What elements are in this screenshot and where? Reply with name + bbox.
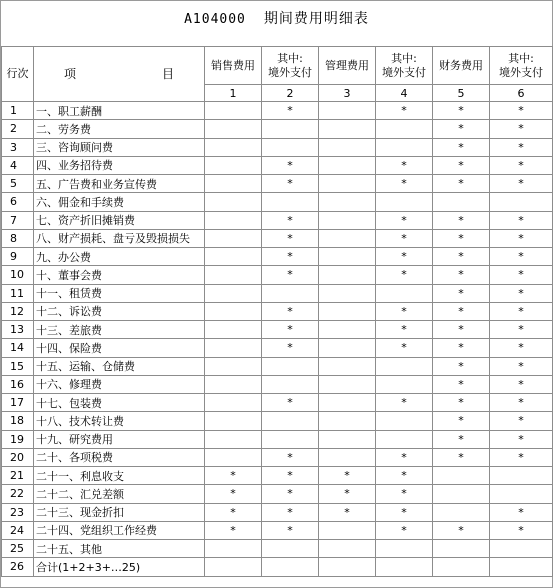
amount-cell[interactable]: * xyxy=(433,357,490,375)
amount-cell[interactable] xyxy=(205,339,262,357)
amount-cell[interactable] xyxy=(319,156,376,174)
row-item-label: 六、佣金和手续费 xyxy=(34,193,205,211)
table-row xyxy=(2,193,553,211)
amount-cell[interactable] xyxy=(319,339,376,357)
amount-cell[interactable] xyxy=(319,540,376,558)
row-number: 22 xyxy=(2,485,34,503)
table-row xyxy=(2,467,553,485)
amount-cell[interactable] xyxy=(433,193,490,211)
amount-cell[interactable]: * xyxy=(490,175,553,193)
row-item-label: 十六、修理费 xyxy=(34,375,205,393)
table-row xyxy=(2,302,553,320)
amount-cell[interactable] xyxy=(433,503,490,521)
amount-cell[interactable]: * xyxy=(433,175,490,193)
amount-cell[interactable]: * xyxy=(433,448,490,466)
amount-cell[interactable] xyxy=(490,467,553,485)
amount-cell[interactable] xyxy=(262,540,319,558)
amount-cell[interactable]: * xyxy=(376,394,433,412)
amount-cell[interactable]: * xyxy=(262,266,319,284)
table-row xyxy=(2,485,553,503)
amount-cell[interactable]: * xyxy=(319,485,376,503)
amount-cell[interactable]: * xyxy=(490,339,553,357)
amount-cell[interactable]: * xyxy=(490,156,553,174)
row-item-label: 九、办公费 xyxy=(34,248,205,266)
amount-cell[interactable] xyxy=(319,412,376,430)
table-row xyxy=(2,211,553,229)
amount-cell[interactable] xyxy=(433,467,490,485)
amount-cell[interactable] xyxy=(205,266,262,284)
table-row xyxy=(2,558,553,576)
amount-cell[interactable]: * xyxy=(205,467,262,485)
amount-cell[interactable]: * xyxy=(490,102,553,120)
amount-cell[interactable] xyxy=(205,302,262,320)
amount-cell[interactable]: * xyxy=(262,467,319,485)
row-number: 10 xyxy=(2,266,34,284)
amount-cell[interactable] xyxy=(262,284,319,302)
amount-cell[interactable]: * xyxy=(376,467,433,485)
amount-cell[interactable]: * xyxy=(490,375,553,393)
table-row xyxy=(2,540,553,558)
row-number: 4 xyxy=(2,156,34,174)
table-row xyxy=(2,284,553,302)
amount-cell[interactable] xyxy=(319,211,376,229)
row-item-label: 十九、研究费用 xyxy=(34,430,205,448)
amount-cell[interactable]: * xyxy=(433,375,490,393)
amount-cell[interactable]: * xyxy=(262,302,319,320)
row-number: 18 xyxy=(2,412,34,430)
col-header: 管理费用 xyxy=(319,47,376,85)
col-number: 4 xyxy=(376,85,433,102)
row-item-label: 十七、包装费 xyxy=(34,394,205,412)
amount-cell[interactable]: * xyxy=(490,229,553,247)
amount-cell[interactable]: * xyxy=(490,430,553,448)
amount-cell[interactable] xyxy=(205,357,262,375)
amount-cell[interactable] xyxy=(319,302,376,320)
row-number: 6 xyxy=(2,193,34,211)
amount-cell[interactable]: * xyxy=(376,339,433,357)
amount-cell[interactable] xyxy=(262,412,319,430)
amount-cell[interactable]: * xyxy=(376,302,433,320)
row-item-label: 十五、运输、仓储费 xyxy=(34,357,205,375)
amount-cell[interactable]: * xyxy=(433,339,490,357)
amount-cell[interactable] xyxy=(376,412,433,430)
form-code: A104000 xyxy=(184,12,246,27)
table-row xyxy=(2,394,553,412)
amount-cell[interactable] xyxy=(490,193,553,211)
row-item-label: 十四、保险费 xyxy=(34,339,205,357)
row-no-header: 行次 xyxy=(2,47,34,102)
amount-cell[interactable]: * xyxy=(262,485,319,503)
amount-cell[interactable] xyxy=(205,102,262,120)
amount-cell[interactable] xyxy=(376,540,433,558)
col-header: 财务费用 xyxy=(433,47,490,85)
table-row xyxy=(2,521,553,539)
amount-cell[interactable]: * xyxy=(433,521,490,539)
amount-cell[interactable] xyxy=(262,430,319,448)
amount-cell[interactable]: * xyxy=(262,248,319,266)
amount-cell[interactable]: * xyxy=(205,503,262,521)
row-number: 25 xyxy=(2,540,34,558)
amount-cell[interactable]: * xyxy=(433,412,490,430)
row-number: 7 xyxy=(2,211,34,229)
amount-cell[interactable] xyxy=(376,375,433,393)
amount-cell[interactable] xyxy=(319,430,376,448)
amount-cell[interactable] xyxy=(433,540,490,558)
amount-cell[interactable]: * xyxy=(376,175,433,193)
amount-cell[interactable] xyxy=(262,357,319,375)
amount-cell[interactable]: * xyxy=(433,284,490,302)
amount-cell[interactable] xyxy=(205,138,262,156)
amount-cell[interactable] xyxy=(205,193,262,211)
amount-cell[interactable] xyxy=(319,102,376,120)
form-title: 期间费用明细表 xyxy=(263,11,369,27)
amount-cell[interactable]: * xyxy=(262,229,319,247)
row-item-label: 二、劳务费 xyxy=(34,120,205,138)
table-body xyxy=(2,102,553,577)
col-number: 5 xyxy=(433,85,490,102)
row-number: 8 xyxy=(2,229,34,247)
amount-cell[interactable] xyxy=(262,558,319,576)
amount-cell[interactable]: * xyxy=(433,229,490,247)
amount-cell[interactable]: * xyxy=(376,211,433,229)
item-header xyxy=(34,47,205,102)
header-row xyxy=(2,47,553,85)
amount-cell[interactable] xyxy=(319,357,376,375)
amount-cell[interactable]: * xyxy=(433,120,490,138)
amount-cell[interactable]: * xyxy=(376,229,433,247)
table-row xyxy=(2,339,553,357)
row-item-label: 合计(1+2+3+…25) xyxy=(34,558,205,576)
row-number: 21 xyxy=(2,467,34,485)
amount-cell[interactable] xyxy=(376,138,433,156)
col-header: 其中: 境外支付 xyxy=(262,47,319,85)
table-row xyxy=(2,412,553,430)
row-number: 13 xyxy=(2,321,34,339)
table-row xyxy=(2,248,553,266)
table-row xyxy=(2,375,553,393)
row-number: 3 xyxy=(2,138,34,156)
table-row xyxy=(2,357,553,375)
amount-cell[interactable] xyxy=(319,266,376,284)
amount-cell[interactable] xyxy=(205,321,262,339)
amount-cell[interactable]: * xyxy=(490,138,553,156)
row-number: 12 xyxy=(2,302,34,320)
amount-cell[interactable] xyxy=(205,430,262,448)
amount-cell[interactable]: * xyxy=(433,248,490,266)
amount-cell[interactable] xyxy=(490,540,553,558)
col-number: 3 xyxy=(319,85,376,102)
amount-cell[interactable] xyxy=(205,175,262,193)
amount-cell[interactable]: * xyxy=(262,503,319,521)
amount-cell[interactable] xyxy=(319,193,376,211)
amount-cell[interactable]: * xyxy=(490,248,553,266)
table-row xyxy=(2,156,553,174)
row-item-label: 二十三、现金折扣 xyxy=(34,503,205,521)
amount-cell[interactable]: * xyxy=(490,412,553,430)
amount-cell[interactable]: * xyxy=(262,211,319,229)
table-row xyxy=(2,175,553,193)
row-number: 17 xyxy=(2,394,34,412)
row-number: 16 xyxy=(2,375,34,393)
expense-detail-table xyxy=(1,46,553,577)
amount-cell[interactable]: * xyxy=(262,521,319,539)
amount-cell[interactable] xyxy=(319,375,376,393)
row-number: 20 xyxy=(2,448,34,466)
amount-cell[interactable]: * xyxy=(262,448,319,466)
col-header: 销售费用 xyxy=(205,47,262,85)
row-item-label: 七、资产折旧摊销费 xyxy=(34,211,205,229)
amount-cell[interactable]: * xyxy=(433,430,490,448)
table-row xyxy=(2,503,553,521)
amount-cell[interactable]: * xyxy=(433,211,490,229)
col-number: 6 xyxy=(490,85,553,102)
row-item-label: 五、广告费和业务宣传费 xyxy=(34,175,205,193)
amount-cell[interactable]: * xyxy=(205,485,262,503)
amount-cell[interactable] xyxy=(205,412,262,430)
row-item-label: 十三、差旅费 xyxy=(34,321,205,339)
col-header: 其中: 境外支付 xyxy=(376,47,433,85)
row-item-label: 四、业务招待费 xyxy=(34,156,205,174)
amount-cell[interactable]: * xyxy=(490,503,553,521)
amount-cell[interactable]: * xyxy=(490,357,553,375)
amount-cell[interactable]: * xyxy=(490,211,553,229)
table-row xyxy=(2,430,553,448)
table-row xyxy=(2,321,553,339)
amount-cell[interactable] xyxy=(319,175,376,193)
amount-cell[interactable] xyxy=(376,430,433,448)
amount-cell[interactable] xyxy=(319,394,376,412)
amount-cell[interactable]: * xyxy=(319,467,376,485)
amount-cell[interactable] xyxy=(319,248,376,266)
table-row xyxy=(2,448,553,466)
amount-cell[interactable]: * xyxy=(490,394,553,412)
amount-cell[interactable]: * xyxy=(433,302,490,320)
amount-cell[interactable] xyxy=(376,120,433,138)
amount-cell[interactable] xyxy=(205,248,262,266)
amount-cell[interactable] xyxy=(433,558,490,576)
amount-cell[interactable]: * xyxy=(433,156,490,174)
table-row xyxy=(2,102,553,120)
row-number: 15 xyxy=(2,357,34,375)
row-item-label: 十八、技术转让费 xyxy=(34,412,205,430)
row-number: 9 xyxy=(2,248,34,266)
amount-cell[interactable]: * xyxy=(262,339,319,357)
amount-cell[interactable]: * xyxy=(262,394,319,412)
amount-cell[interactable] xyxy=(205,229,262,247)
amount-cell[interactable]: * xyxy=(490,284,553,302)
amount-cell[interactable]: * xyxy=(433,102,490,120)
row-item-label: 二十二、汇兑差额 xyxy=(34,485,205,503)
row-number: 2 xyxy=(2,120,34,138)
amount-cell[interactable]: * xyxy=(490,266,553,284)
form-title-bar xyxy=(1,1,552,41)
amount-cell[interactable] xyxy=(205,540,262,558)
amount-cell[interactable] xyxy=(205,120,262,138)
amount-cell[interactable]: * xyxy=(262,102,319,120)
col-number: 2 xyxy=(262,85,319,102)
amount-cell[interactable] xyxy=(376,357,433,375)
amount-cell[interactable] xyxy=(376,284,433,302)
amount-cell[interactable] xyxy=(205,558,262,576)
amount-cell[interactable] xyxy=(319,138,376,156)
amount-cell[interactable]: * xyxy=(376,102,433,120)
amount-cell[interactable]: * xyxy=(433,138,490,156)
row-item-label: 一、职工薪酬 xyxy=(34,102,205,120)
table-row xyxy=(2,138,553,156)
amount-cell[interactable]: * xyxy=(376,485,433,503)
table-row xyxy=(2,120,553,138)
row-item-label: 二十一、利息收支 xyxy=(34,467,205,485)
amount-cell[interactable]: * xyxy=(490,120,553,138)
amount-cell[interactable] xyxy=(490,485,553,503)
item-header-left: 项 xyxy=(64,67,77,81)
amount-cell[interactable] xyxy=(319,321,376,339)
amount-cell[interactable] xyxy=(376,558,433,576)
amount-cell[interactable]: * xyxy=(433,394,490,412)
row-item-label: 十一、租赁费 xyxy=(34,284,205,302)
amount-cell[interactable] xyxy=(205,375,262,393)
amount-cell[interactable] xyxy=(319,558,376,576)
amount-cell[interactable]: * xyxy=(376,503,433,521)
row-number: 19 xyxy=(2,430,34,448)
amount-cell[interactable]: * xyxy=(490,302,553,320)
amount-cell[interactable]: * xyxy=(262,175,319,193)
amount-cell[interactable]: * xyxy=(376,266,433,284)
row-number: 23 xyxy=(2,503,34,521)
table-row xyxy=(2,266,553,284)
amount-cell[interactable]: * xyxy=(490,521,553,539)
amount-cell[interactable]: * xyxy=(433,266,490,284)
table-row xyxy=(2,229,553,247)
amount-cell[interactable]: * xyxy=(262,321,319,339)
amount-cell[interactable] xyxy=(262,138,319,156)
amount-cell[interactable] xyxy=(319,120,376,138)
row-number: 26 xyxy=(2,558,34,576)
amount-cell[interactable] xyxy=(205,448,262,466)
amount-cell[interactable]: * xyxy=(376,156,433,174)
amount-cell[interactable]: * xyxy=(376,248,433,266)
row-item-label: 十二、诉讼费 xyxy=(34,302,205,320)
amount-cell[interactable] xyxy=(205,284,262,302)
col-number: 1 xyxy=(205,85,262,102)
amount-cell[interactable] xyxy=(205,156,262,174)
col-header: 其中: 境外支付 xyxy=(490,47,553,85)
row-item-label: 十、董事会费 xyxy=(34,266,205,284)
amount-cell[interactable]: * xyxy=(262,156,319,174)
row-number: 5 xyxy=(2,175,34,193)
amount-cell[interactable] xyxy=(262,120,319,138)
amount-cell[interactable]: * xyxy=(376,521,433,539)
amount-cell[interactable] xyxy=(376,193,433,211)
row-item-label: 八、财产损耗、盘亏及毁损损失 xyxy=(34,229,205,247)
row-number: 14 xyxy=(2,339,34,357)
amount-cell[interactable] xyxy=(205,394,262,412)
row-number: 11 xyxy=(2,284,34,302)
row-item-label: 三、咨询顾问费 xyxy=(34,138,205,156)
row-item-label: 二十五、其他 xyxy=(34,540,205,558)
amount-cell[interactable]: * xyxy=(376,448,433,466)
row-item-label: 二十、各项税费 xyxy=(34,448,205,466)
amount-cell[interactable]: * xyxy=(376,321,433,339)
row-number: 1 xyxy=(2,102,34,120)
amount-cell[interactable] xyxy=(205,211,262,229)
row-item-label: 二十四、党组织工作经费 xyxy=(34,521,205,539)
row-number: 24 xyxy=(2,521,34,539)
amount-cell[interactable] xyxy=(319,521,376,539)
item-header-right: 目 xyxy=(161,67,174,81)
amount-cell[interactable]: * xyxy=(490,448,553,466)
amount-cell[interactable] xyxy=(262,193,319,211)
amount-cell[interactable] xyxy=(319,229,376,247)
amount-cell[interactable] xyxy=(490,558,553,576)
amount-cell[interactable]: * xyxy=(433,321,490,339)
amount-cell[interactable]: * xyxy=(205,521,262,539)
amount-cell[interactable] xyxy=(319,448,376,466)
amount-cell[interactable] xyxy=(262,375,319,393)
amount-cell[interactable]: * xyxy=(319,503,376,521)
amount-cell[interactable] xyxy=(433,485,490,503)
amount-cell[interactable] xyxy=(319,284,376,302)
amount-cell[interactable]: * xyxy=(490,321,553,339)
